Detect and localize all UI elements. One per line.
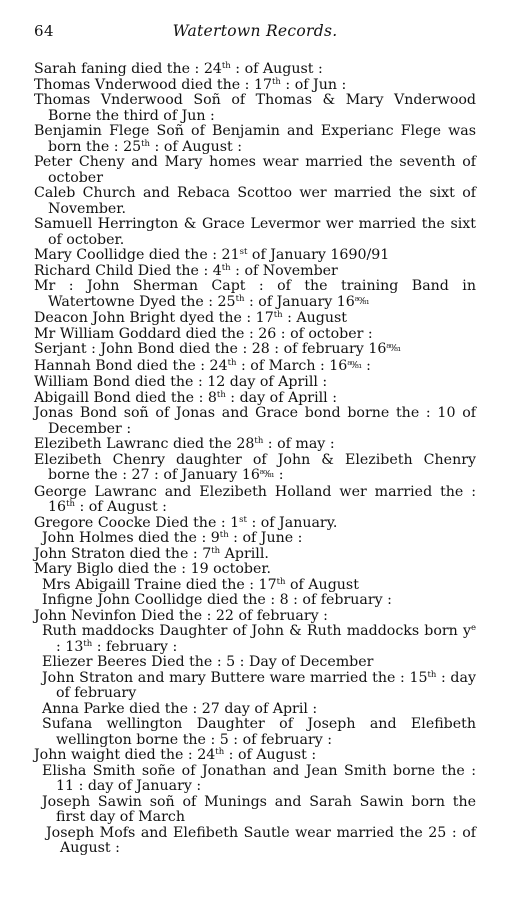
record-entry: Samuell Herrington & Grace Levermor wer married the sixt of october.	[34, 216, 476, 248]
record-entry: Elisha Smith soñe of Jonathan and Jean Smith borne the : 11 : day of January :	[42, 762, 476, 794]
record-entry: Eliezer Beeres Died the : 5 : Day of December	[42, 654, 374, 670]
record-entry: Joseph Mofs and Elefibeth Sautle wear married the 25 : of August :	[46, 824, 476, 856]
record-entry: Sarah faning died the : 24th : of August :	[34, 61, 323, 77]
record-entry: Sufana wellington Daughter of Joseph and Elefibeth wellington borne the : 5 : of february :	[42, 716, 476, 748]
record-entry: Ruth maddocks Daughter of John & Ruth maddocks born $y^e$ : 13th : february :	[42, 623, 476, 655]
record-entry: Mary Coollidge died the : 21st of January 1690/91	[34, 247, 390, 263]
record-entry: William Bond died the : 12 day of Aprill :	[34, 374, 328, 390]
record-entry: Hannah Bond died the : 24th : of March : 16⁸⁰⁄₈₁ :	[34, 357, 371, 374]
record-entry: John waight died the : 24th : of August :	[34, 747, 317, 763]
record-entry: Elezibeth Chenry daughter of John & Elezibeth Chenry borne the : 27 : of January 16⁸⁰⁄₈₁ :	[34, 451, 476, 483]
record-entry: John Nevinfon Died the : 22 of february :	[34, 607, 328, 624]
record-entry: Abigaill Bond died the : 8th : day of Aprill :	[34, 389, 337, 406]
record-entry: Mr : John Sherman Capt : of the training Band in Watertowne Dyed the : 25th : of January 16⁸⁰⁄₈₁	[34, 278, 476, 310]
record-entry: John Straton died the : 7th Aprill.	[34, 545, 269, 562]
record-entry: George Lawranc and Elezibeth Holland wer married the : 16th : of August :	[34, 483, 476, 515]
record-entry: John Straton and mary Buttere ware married the : 15th : day of february	[42, 669, 476, 701]
record-entry: Jonas Bond soñ of Jonas and Grace bond borne the : 10 of December :	[34, 405, 476, 437]
record-entry: Infigne John Coollidge died the : 8 : of february :	[42, 592, 392, 608]
record-entry: Anna Parke died the : 27 day of April :	[42, 700, 318, 717]
page-header	[34, 24, 476, 44]
record-entry: Caleb Church and Rebaca Scottoo wer married the sixt of November.	[34, 185, 476, 217]
page-number: 64	[34, 22, 55, 40]
record-entry: Mr William Goddard died the : 26 : of october :	[34, 325, 373, 342]
record-entry: Richard Child Died the : 4th : of November	[34, 262, 338, 279]
record-entry: Thomas Vnderwood Soñ of Thomas & Mary Vnderwood Borne the third of Jun :	[34, 92, 476, 124]
record-entry: Elezibeth Lawranc died the 28th : of may :	[34, 436, 335, 452]
record-entry: Joseph Sawin soñ of Munings and Sarah Sawin born the first day of March	[42, 793, 476, 825]
record-entry: Peter Cheny and Mary homes wear married the seventh of october	[34, 154, 476, 186]
record-entry: John Holmes died the : 9th : of June :	[42, 530, 303, 546]
record-entry: Thomas Vnderwood died the : 17th : of Jun :	[34, 76, 347, 93]
record-entry: Mrs Abigaill Traine died the : 17th of August	[42, 576, 359, 593]
record-entry: Benjamin Flege Soñ of Benjamin and Experianc Flege was born the : 25th : of August :	[34, 123, 476, 155]
record-entry: Serjant : John Bond died the : 28 : of february 16⁸⁰⁄₈₁	[34, 341, 401, 357]
record-entry: Deacon John Bright dyed the : 17th : August	[34, 310, 348, 326]
record-entry: Gregore Coocke Died the : 1st : of January.	[34, 514, 338, 531]
record-list	[34, 62, 476, 857]
running-title: Watertown Records.	[172, 22, 338, 40]
record-entry: Mary Biglo died the : 19 october.	[34, 561, 272, 577]
